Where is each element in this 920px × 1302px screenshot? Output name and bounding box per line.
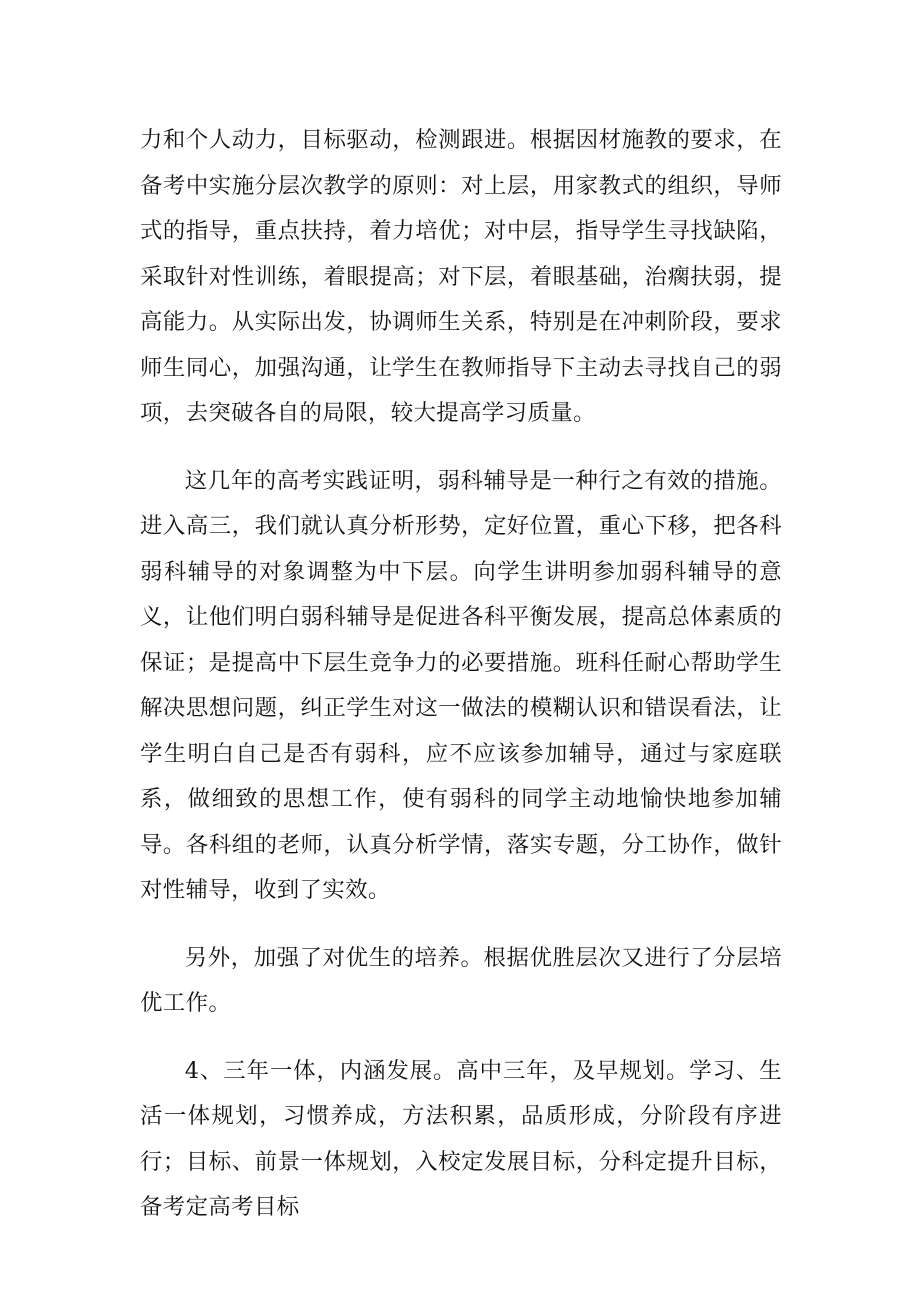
paragraph-top-student-training: 另外，加强了对优生的培养。根据优胜层次又进行了分层培优工作。 — [140, 944, 782, 1016]
paragraph-tiered-teaching: 力和个人动力，目标驱动，检测跟进。根据因材施教的要求，在备考中实施分层次教学的原则：对上层，用家教式的组织，导师式的指导，重点扶持，着力培优；对中层，指导学生寻找缺陷，采取针对性训练，着眼提高；对下层，着眼基础，治瘸扶弱，提高能力。从实际出发，协调师生关系，特别是在冲刺阶段，要求师生同心，加强沟通，让学生在教师指导下主动去寻找自己的弱项，去突破各自的局限，较大提高学习质量。 — [140, 127, 782, 426]
paragraph-weak-subject-tutoring: 这几年的高考实践证明，弱科辅导是一种行之有效的措施。进入高三，我们就认真分析形势，定好位置，重心下移，把各科弱科辅导的对象调整为中下层。向学生讲明参加弱科辅导的意义，让他们明白弱科辅导是促进各科平衡发展，提高总体素质的保证；是提高中下层生竞争力的必要措施。班科任耐心帮助学生解决思想问题，纠正学生对这一做法的模糊认识和错误看法，让学生明白自己是否有弱科，应不应该参加辅导，通过与家庭联系，做细致的思想工作，使有弱科的同学主动地愉快地参加辅导。各科组的老师，认真分析学情，落实专题，分工协作，做针对性辅导，收到了实效。 — [140, 467, 782, 903]
paragraph-three-year-plan: 4、三年一体，内涵发展。高中三年，及早规划。学习、生活一体规划，习惯养成，方法积累，品质形成，分阶段有序进行；目标、前景一体规划，入校定发展目标，分科定提升目标，备考定高考目标 — [140, 1057, 782, 1220]
